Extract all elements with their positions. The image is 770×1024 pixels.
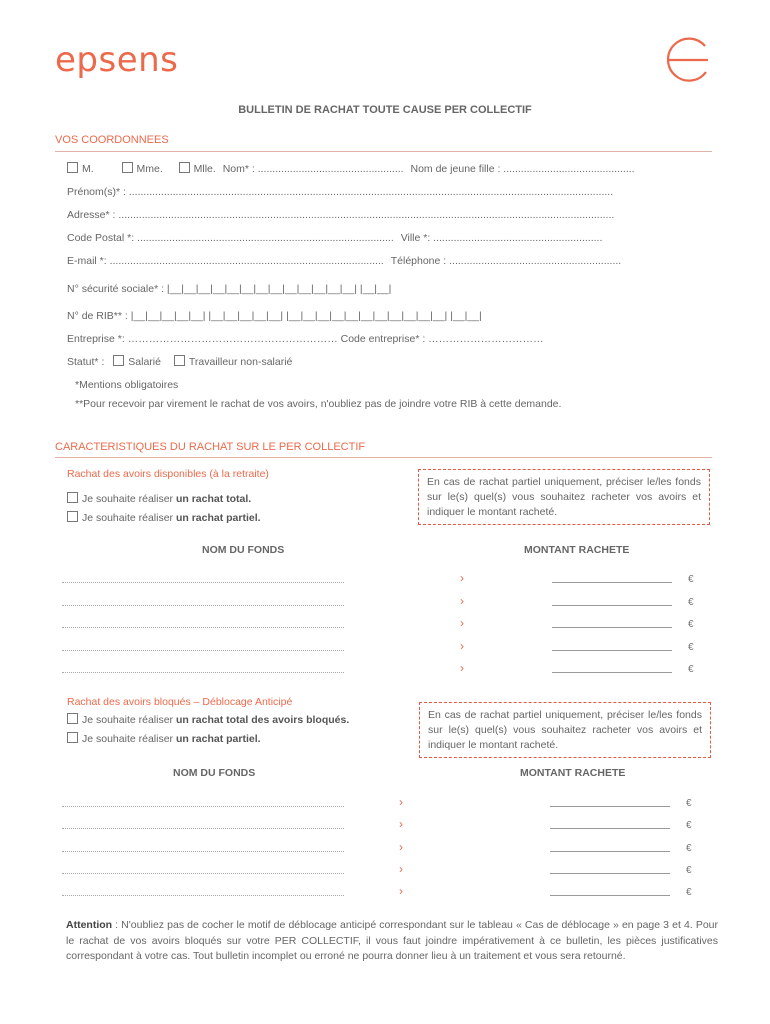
civilite-m-label: M. [82, 163, 94, 175]
block1-fund-name-field[interactable] [62, 605, 344, 606]
block1-option-partiel [67, 511, 261, 524]
block2-chevron-icon: › [399, 884, 403, 899]
block1-chevron-icon: › [460, 571, 464, 585]
block1-subheading: Rachat des avoirs disponibles (à la retraite) [67, 468, 269, 480]
block1-chevron-icon: › [460, 616, 464, 630]
civilite-m-checkbox[interactable] [67, 162, 78, 173]
block2-fund-name-field[interactable] [62, 828, 344, 829]
block1-euro-icon: € [688, 641, 694, 653]
block2-partiel-prefix: Je souhaite réaliser [82, 733, 176, 745]
block1-col-fonds: NOM DU FONDS [202, 544, 285, 556]
block1-partiel-prefix: Je souhaite réaliser [82, 512, 176, 524]
section-coordonnees-heading: VOS COORDONNEES [55, 134, 169, 146]
block2-amount-field[interactable] [550, 851, 670, 852]
block1-partiel-checkbox[interactable] [67, 511, 78, 522]
email-telephone-row [67, 255, 621, 267]
statut-salarie-label: Salarié [128, 356, 161, 368]
secu-field[interactable]: N° sécurité sociale* : |__|__|__|__|__|__|__|__|__|__|__|__|__| |__|__| [67, 283, 392, 295]
block1-amount-field[interactable] [552, 672, 672, 673]
block2-amount-field[interactable] [550, 895, 670, 896]
section-divider [55, 151, 712, 152]
attention-note [66, 918, 718, 965]
section-divider [55, 457, 712, 458]
adresse-field[interactable]: Adresse* : .......................................................................................................................................................................... [67, 209, 615, 221]
code-postal-field[interactable]: Code Postal *: ........................................................................................ [67, 232, 394, 244]
epsens-mark-icon [662, 36, 712, 84]
code-postal-ville-row [67, 232, 602, 244]
page-title: BULLETIN DE RACHAT TOUTE CAUSE PER COLLECTIF [238, 104, 532, 116]
block1-total-bold: un rachat total. [175, 493, 252, 505]
block1-col-montant: MONTANT RACHETE [524, 544, 630, 556]
block2-total-checkbox[interactable] [67, 713, 78, 724]
block1-partiel-bold: un rachat partiel. [175, 512, 261, 524]
mentions-note: *Mentions obligatoires [75, 379, 179, 391]
block2-total-prefix: Je souhaite réaliser [82, 714, 176, 726]
block1-chevron-icon: › [460, 593, 464, 608]
block2-euro-icon: € [686, 887, 692, 899]
block2-euro-icon: € [686, 864, 692, 876]
section-caracteristiques-heading: CARACTERISTIQUES DU RACHAT SUR LE PER COLLECTIF [55, 441, 366, 453]
block1-option-total [67, 492, 251, 505]
block1-note-box: En cas de rachat partiel uniquement, préciser le/les fonds sur le(s) quel(s) vous souhaitez racheter vos avoirs et indiquer le montant racheté. [418, 469, 710, 525]
block2-chevron-icon: › [399, 817, 403, 832]
block1-euro-icon: € [688, 619, 694, 630]
block2-fund-name-field[interactable] [62, 873, 344, 874]
statut-tns-checkbox[interactable] [174, 355, 185, 366]
civilite-mme-checkbox[interactable] [122, 162, 133, 173]
block1-chevron-icon: › [460, 661, 464, 675]
block2-chevron-icon: › [399, 839, 403, 854]
email-field[interactable]: E-mail *: .............................................................................................. [67, 255, 384, 267]
block2-euro-icon: € [686, 820, 692, 832]
block2-note-box: En cas de rachat partiel uniquement, préciser le/les fonds sur le(s) quel(s) vous souhaitez racheter vos avoirs et indiquer le montant racheté. [419, 702, 711, 758]
statut-salarie-checkbox[interactable] [113, 355, 124, 366]
block1-euro-icon: € [688, 664, 694, 675]
block2-amount-field[interactable] [550, 873, 670, 874]
statut-row [67, 355, 292, 368]
brand-logo: epsens [55, 40, 179, 80]
block2-partiel-checkbox[interactable] [67, 732, 78, 743]
block1-amount-field[interactable] [552, 582, 672, 583]
rib-note: **Pour recevoir par virement le rachat de vos avoirs, n'oubliez pas de joindre votre RIB à cette demande. [75, 398, 562, 410]
entreprise-field[interactable]: Entreprise *: …………………………………………………… Code entreprise* : …………………………… [67, 333, 544, 345]
civilite-mlle-checkbox[interactable] [179, 162, 190, 173]
rib-field[interactable]: N° de RIB** : |__|__|__|__|__| |__|__|__|__|__| |__|__|__|__|__|__|__|__|__|__|__| |__|__| [67, 310, 482, 322]
block1-euro-icon: € [688, 596, 694, 608]
block2-option-total [67, 713, 349, 726]
block2-option-partiel [67, 732, 261, 745]
block2-partiel-bold: un rachat partiel. [175, 733, 261, 745]
block2-amount-field[interactable] [550, 806, 670, 807]
attention-text: : N'oubliez pas de cocher le motif de déblocage anticipé correspondant sur le tableau « Cas de déblocage » en page 3 et 4. Pour le rachat de vos avoirs bloqués sur votre PER COLLECTIF, il vous faut joindre impérativement à ce bulletin, les pièces justificatives correspondant à votre cas. Tout bulletin incomplet ou erroné ne pourra donner lieu à un traitement et vous sera retourné. [66, 919, 718, 962]
block1-fund-name-field[interactable] [62, 672, 344, 673]
block2-euro-icon: € [686, 842, 692, 854]
civilite-mme-label: Mme. [136, 163, 163, 175]
block2-euro-icon: € [686, 798, 692, 809]
block2-fund-name-field[interactable] [62, 851, 344, 852]
block1-fund-name-field[interactable] [62, 582, 344, 583]
block1-total-prefix: Je souhaite réaliser [82, 493, 176, 505]
block2-amount-field[interactable] [550, 828, 670, 829]
block1-amount-field[interactable] [552, 627, 672, 628]
block1-total-checkbox[interactable] [67, 492, 78, 503]
block2-total-bold: un rachat total des avoirs bloqués. [175, 714, 350, 726]
block1-amount-field[interactable] [552, 605, 672, 606]
block2-fund-name-field[interactable] [62, 806, 344, 807]
block1-euro-icon: € [688, 574, 694, 585]
block2-col-fonds: NOM DU FONDS [173, 767, 256, 779]
attention-label: Attention [66, 919, 113, 931]
telephone-field[interactable]: Téléphone : ........................................................... [390, 255, 622, 267]
statut-tns-label: Travailleur non-salarié [188, 356, 293, 368]
civilite-row [67, 162, 635, 175]
block2-fund-name-field[interactable] [62, 895, 344, 896]
block1-amount-field[interactable] [552, 650, 672, 651]
block2-subheading: Rachat des avoirs bloqués – Déblocage Anticipé [67, 696, 293, 708]
block1-chevron-icon: › [460, 638, 464, 653]
statut-label: Statut* : [67, 356, 105, 368]
block2-chevron-icon: › [399, 795, 403, 809]
civilite-mlle-label: Mlle. [193, 163, 216, 175]
nom-field[interactable]: Nom* : .................................................. [222, 163, 404, 175]
nom-jeune-fille-field[interactable]: Nom de jeune fille : ............................................. [410, 163, 635, 175]
block1-fund-name-field[interactable] [62, 627, 344, 628]
block1-fund-name-field[interactable] [62, 650, 344, 651]
block2-col-montant: MONTANT RACHETE [520, 767, 626, 779]
block2-chevron-icon: › [399, 861, 403, 876]
ville-field[interactable]: Ville *: .......................................................... [400, 232, 603, 244]
prenom-field[interactable]: Prénom(s)* : ...................................................................................................................................................................... [67, 186, 614, 198]
